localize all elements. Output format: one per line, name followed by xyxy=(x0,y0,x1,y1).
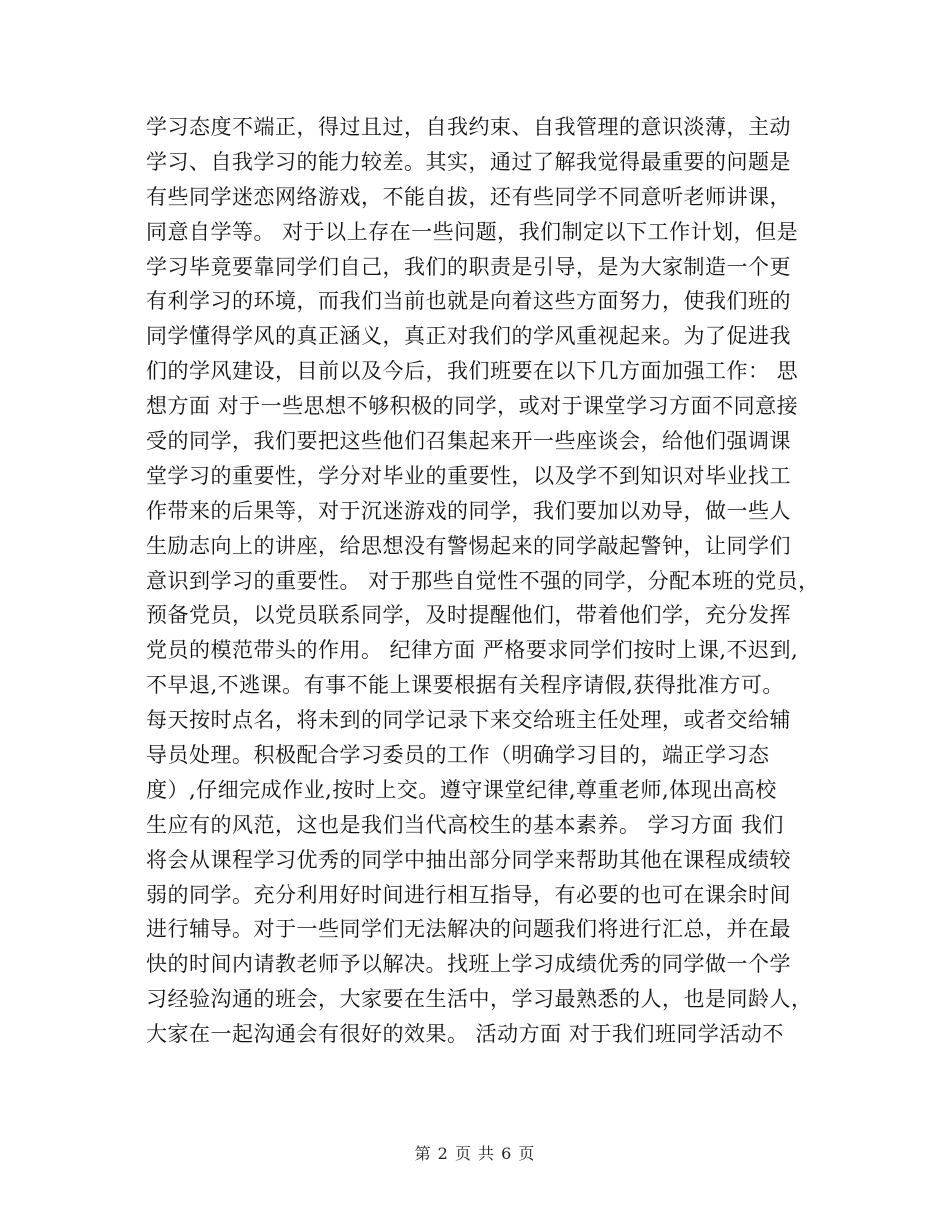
page-footer: 第 2 页 共 6 页 xyxy=(414,1144,536,1163)
text-line: 将会从课程学习优秀的同学中抽出部分同学来帮助其他在课程成绩较 xyxy=(146,847,791,872)
text-line: 有利学习的环境，而我们当前也就是向着这些方面努力，使我们班的 xyxy=(146,289,791,314)
text-line: 堂学习的重要性，学分对毕业的重要性，以及学不到知识对毕业找工 xyxy=(146,463,791,488)
text-line: 习经验沟通的班会，大家要在生活中，学习最熟悉的人，也是同龄人， xyxy=(146,987,813,1012)
text-line: 想方面 对于一些思想不够积极的同学，或对于课堂学习方面不同意接 xyxy=(146,394,799,419)
text-line: 们的学风建设，目前以及今后，我们班要在以下几方面加强工作： 思 xyxy=(146,359,799,384)
text-line: 受的同学，我们要把这些他们召集起来开一些座谈会，给他们强调课 xyxy=(146,429,791,454)
body-text xyxy=(146,110,820,1052)
text-line: 生应有的风范，这也是我们当代高校生的基本素养。 学习方面 我们 xyxy=(146,812,784,837)
text-line: 度）,仔细完成作业,按时上交。遵守课堂纪律,尊重老师,体现出高校 xyxy=(146,777,777,802)
text-line: 导员处理。积极配合学习委员的工作（明确学习目的，端正学习态 xyxy=(146,743,770,768)
text-line: 有些同学迷恋网络游戏，不能自拔，还有些同学不同意听老师讲课， xyxy=(146,184,791,209)
text-line: 生励志向上的讲座，给思想没有警惕起来的同学敲起警钟，让同学们 xyxy=(146,533,791,558)
text-line: 同意自学等。 对于以上存在一些问题，我们制定以下工作计划，但是 xyxy=(146,219,799,244)
text-line: 大家在一起沟通会有很好的效果。 活动方面 对于我们班同学活动不 xyxy=(146,1022,784,1047)
text-line: 进行辅导。对于一些同学们无法解决的问题我们将进行汇总，并在最 xyxy=(146,917,791,942)
text-line: 弱的同学。充分利用好时间进行相互指导，有必要的也可在课余时间 xyxy=(146,882,791,907)
text-line: 预备党员，以党员联系同学，及时提醒他们，带着他们学，充分发挥 xyxy=(146,603,791,628)
text-line: 学习毕竟要靠同学们自己，我们的职责是引导，是为大家制造一个更 xyxy=(146,254,791,279)
text-line: 意识到学习的重要性。 对于那些自觉性不强的同学，分配本班的党员， xyxy=(146,568,820,593)
text-line: 快的时间内请教老师予以解决。找班上学习成绩优秀的同学做一个学 xyxy=(146,952,791,977)
text-line: 学习、自我学习的能力较差。其实，通过了解我觉得最重要的问题是 xyxy=(146,149,791,174)
text-line: 每天按时点名，将未到的同学记录下来交给班主任处理，或者交给辅 xyxy=(146,708,791,733)
text-line: 作带来的后果等，对于沉迷游戏的同学，我们要加以劝导，做一些人 xyxy=(146,498,791,523)
text-line: 同学懂得学风的真正涵义，真正对我们的学风重视起来。为了促进我 xyxy=(146,324,791,349)
text-line: 学习态度不端正，得过且过，自我约束、自我管理的意识淡薄，主动 xyxy=(146,115,791,139)
text-line: 党员的模范带头的作用。 纪律方面 严格要求同学们按时上课,不迟到, xyxy=(146,638,799,663)
text-line: 不早退,不逃课。有事不能上课要根据有关程序请假,获得批准方可。 xyxy=(146,673,784,698)
